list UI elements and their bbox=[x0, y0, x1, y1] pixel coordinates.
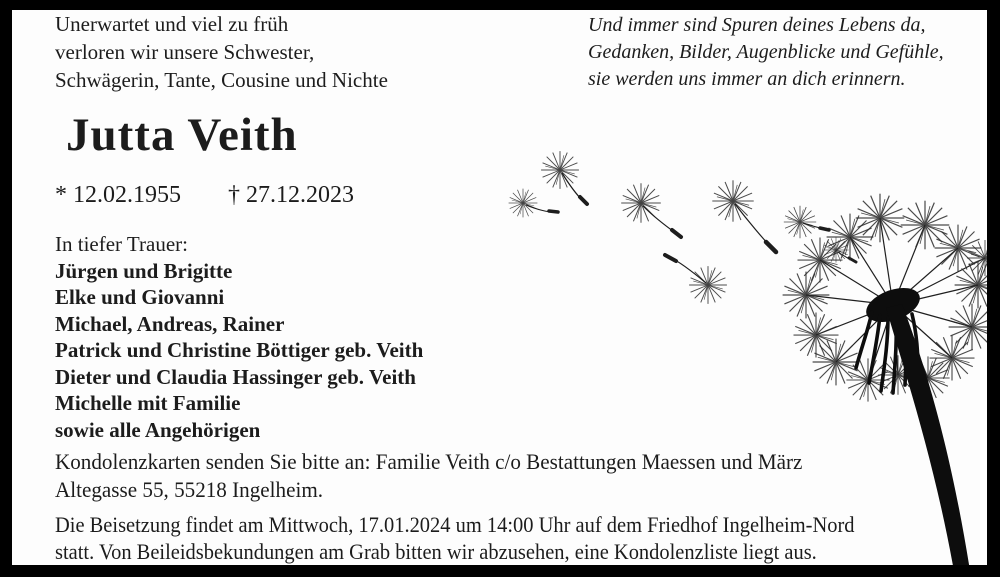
intro-line: Unerwartet und viel zu früh bbox=[55, 12, 289, 36]
mourner-line: Dieter und Claudia Hassinger geb. Veith bbox=[55, 364, 416, 389]
mourner-line: sowie alle Angehörigen bbox=[55, 417, 261, 442]
dandelion-head bbox=[783, 194, 987, 565]
death-date: † 27.12.2023 bbox=[228, 182, 354, 208]
floating-seed bbox=[509, 151, 856, 304]
funeral-line: statt. Von Beileidsbekundungen am Grab bitten wir abzusehen, eine Kondolenzliste liegt aus. bbox=[55, 539, 817, 564]
quote-line: Und immer sind Spuren deines Lebens da, bbox=[588, 14, 926, 36]
dandelion-stem bbox=[886, 304, 971, 565]
mourner-line: Elke und Giovanni bbox=[55, 285, 225, 309]
notice-canvas bbox=[12, 10, 987, 565]
condolence-line: Altegasse 55, 55218 Ingelheim. bbox=[55, 477, 324, 502]
deceased-name: Jutta Veith bbox=[66, 109, 298, 161]
funeral-info-block bbox=[55, 511, 854, 565]
life-dates bbox=[55, 182, 354, 209]
intro-text bbox=[55, 10, 388, 94]
mourners-block bbox=[55, 231, 423, 443]
mourner-line: Michael, Andreas, Rainer bbox=[55, 311, 285, 336]
mourner-line: Jürgen und Brigitte bbox=[55, 258, 233, 283]
funeral-line: Die Beisetzung findet am Mittwoch, 17.01.2024 um 14:00 Uhr auf dem Friedhof Ingelheim-Nord bbox=[55, 512, 855, 537]
notice-paper bbox=[12, 10, 987, 565]
mourner-line: Michelle mit Familie bbox=[55, 391, 241, 415]
condolence-block bbox=[55, 448, 802, 504]
quote-line: Gedanken, Bilder, Augenblicke und Gefühle, bbox=[588, 41, 944, 63]
birth-date: * 12.02.1955 bbox=[55, 182, 181, 208]
intro-line: verloren wir unsere Schwester, bbox=[55, 40, 315, 64]
mourning-label: In tiefer Trauer: bbox=[55, 232, 188, 256]
condolence-line: Kondolenzkarten senden Sie bitte an: Familie Veith c/o Bestattungen Maessen und März bbox=[55, 449, 803, 474]
quote-line: sie werden uns immer an dich erinnern. bbox=[588, 68, 906, 90]
intro-line: Schwägerin, Tante, Cousine und Nichte bbox=[55, 68, 388, 92]
mourner-line: Patrick und Christine Böttiger geb. Veith bbox=[55, 338, 424, 362]
memorial-quote bbox=[588, 12, 944, 93]
